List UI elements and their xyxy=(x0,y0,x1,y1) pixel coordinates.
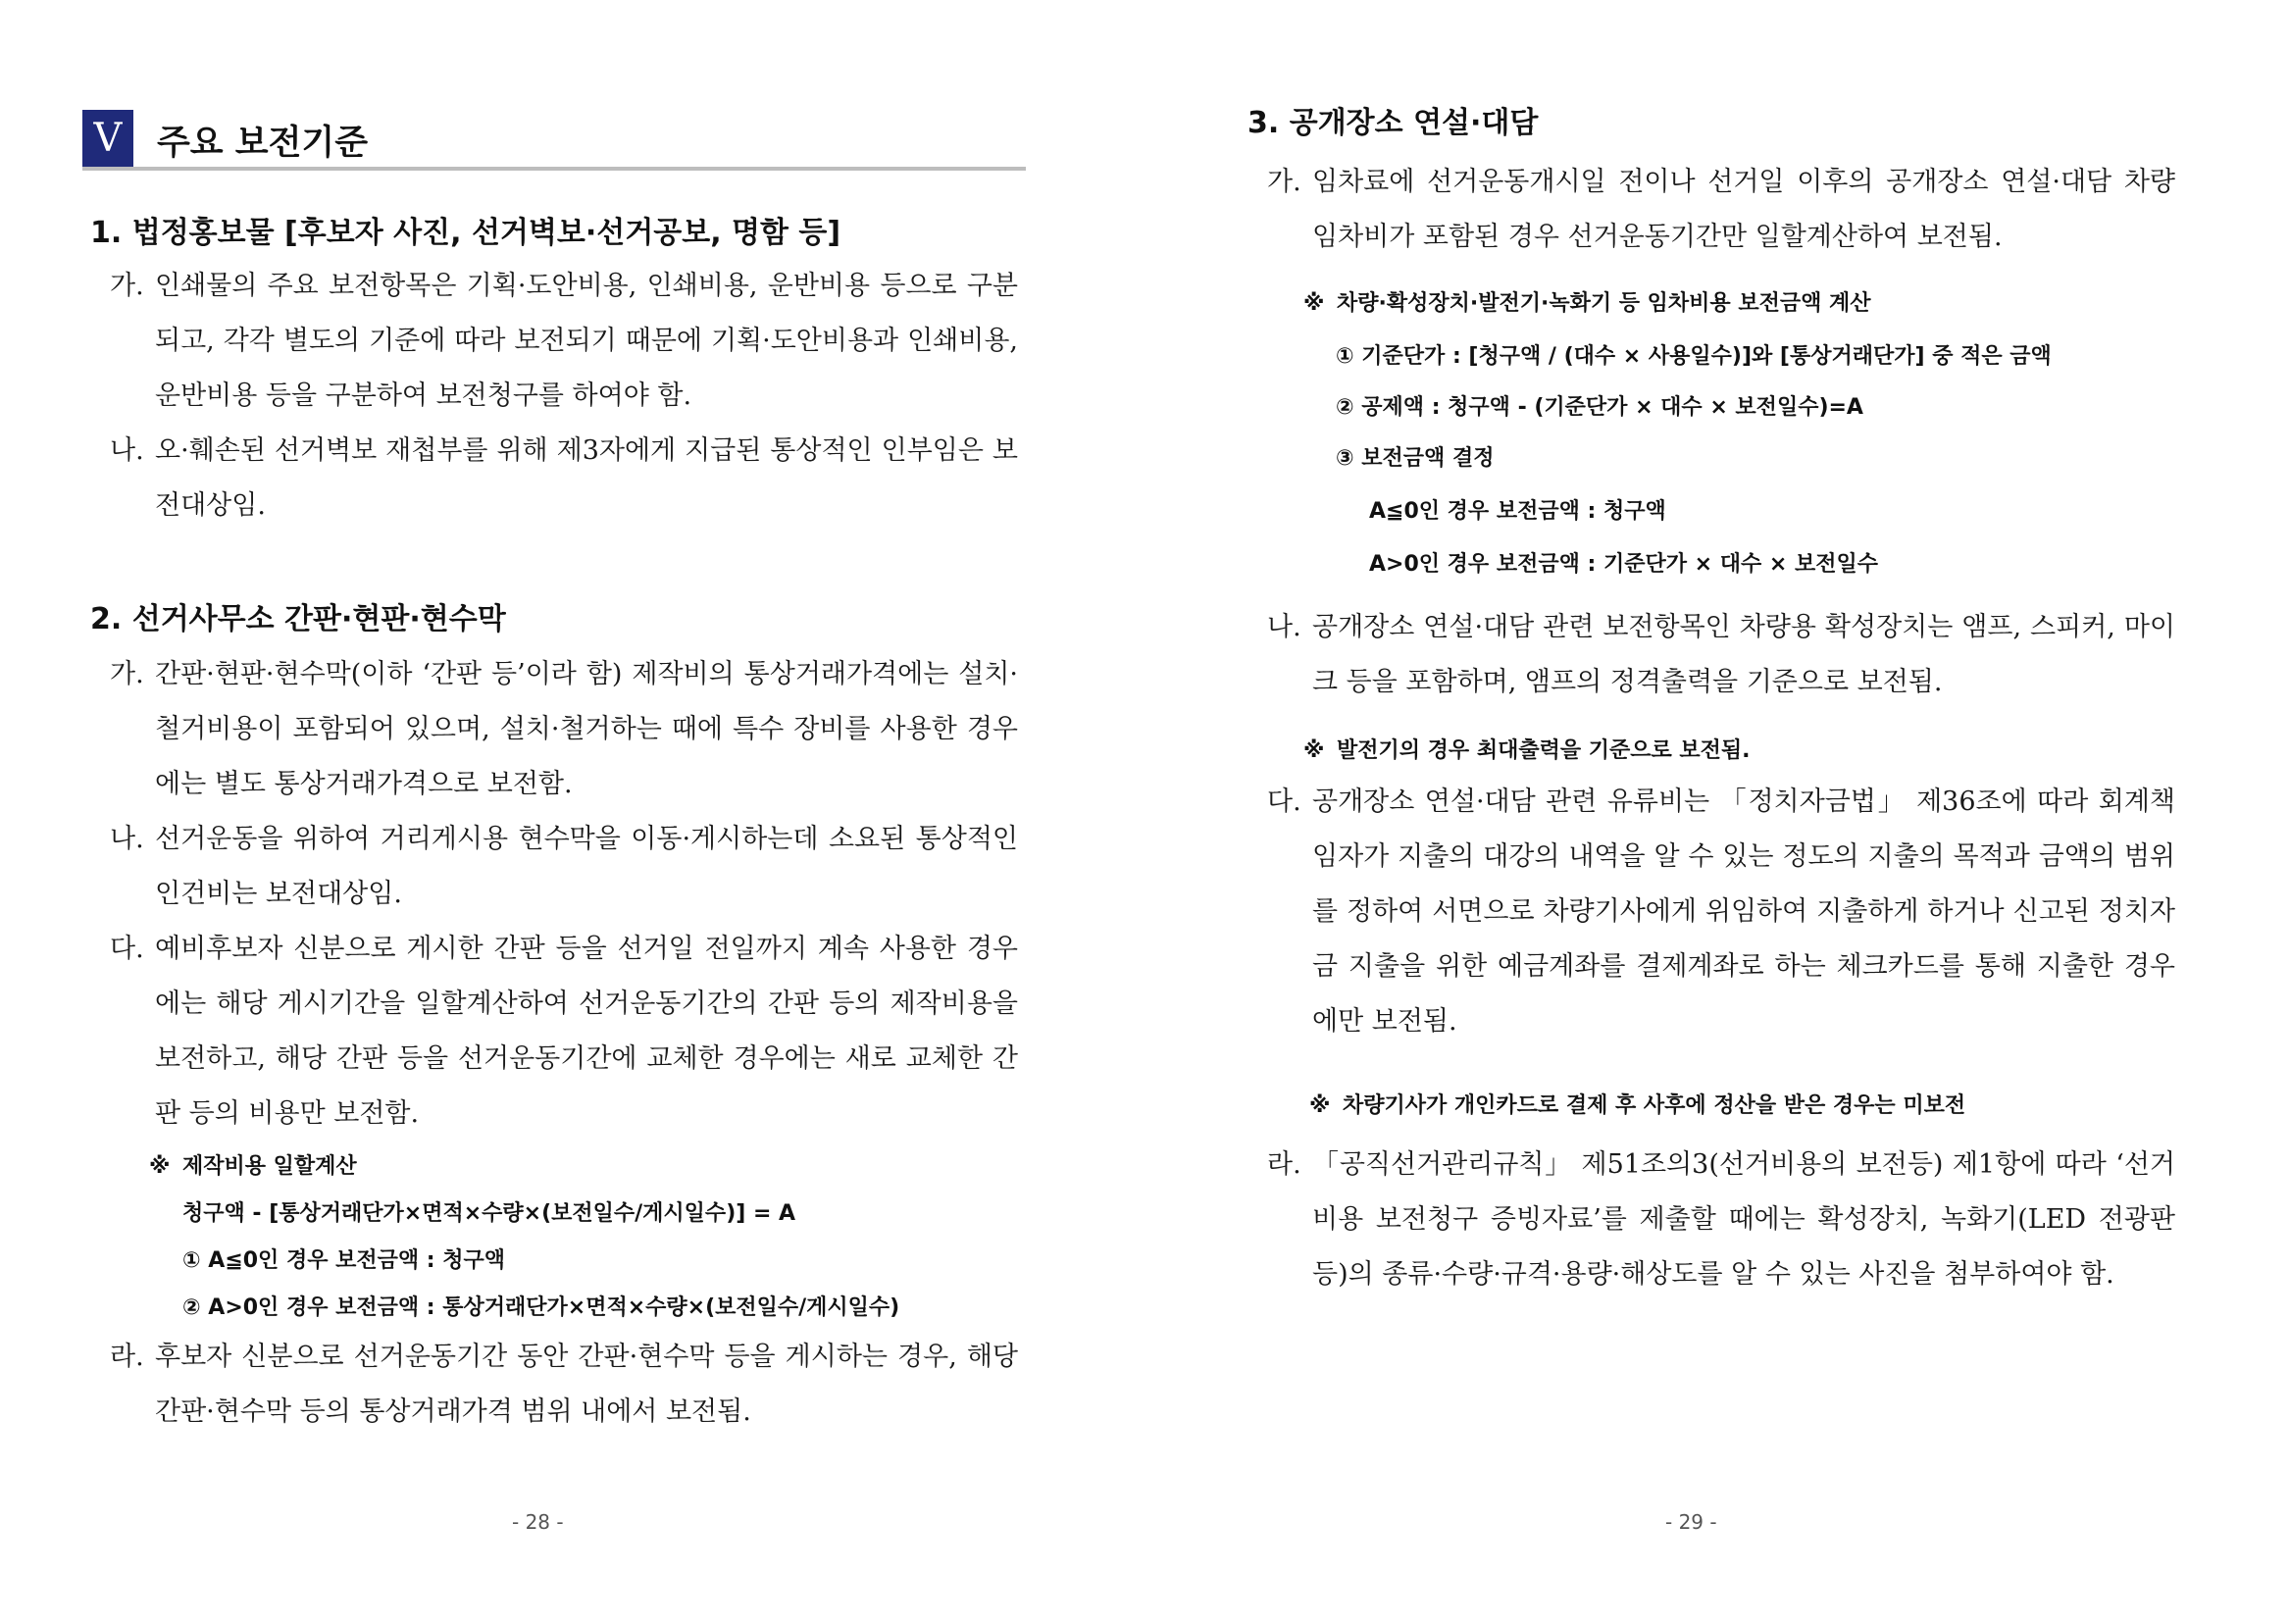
note-text: 발전기의 경우 최대출력을 기준으로 보전됨. xyxy=(1337,738,1751,763)
note-item-3: ③ 보전금액 결정 xyxy=(1336,446,1495,471)
note-calculation xyxy=(149,1149,357,1180)
note-title: 제작비용 일할계산 xyxy=(182,1154,357,1179)
note-item-1: ① A≦0인 경우 보전금액 : 청구액 xyxy=(182,1248,506,1273)
paragraph-2-da xyxy=(110,922,1018,1142)
heading-1: 1. 법정홍보물 [후보자 사진, 선거벽보·선거공보, 명함 등] xyxy=(90,216,841,250)
paragraph-3-ga xyxy=(1267,155,2175,265)
paragraph-text: 오·훼손된 선거벽보 재첩부를 위해 제3자에게 지급된 통상적인 인부임은 보전대상임. xyxy=(155,435,1018,521)
item-marker: 가. xyxy=(1267,167,1301,197)
note-item-2: ② A>0인 경우 보전금액 : 통상거래단가×면적×수량×(보전일수/게시일수) xyxy=(182,1295,900,1320)
paragraph-text: 임차료에 선거운동개시일 전이나 선거일 이후의 공개장소 연설·대담 차량 임차비가 포함된 경우 선거운동기간만 일할계산하여 보전됨. xyxy=(1312,167,2175,252)
section-header xyxy=(82,110,1026,171)
left-page xyxy=(0,0,1144,1624)
item-marker: 가. xyxy=(110,271,144,301)
paragraph-text: 인쇄물의 주요 보전항목은 기획·도안비용, 인쇄비용, 운반비용 등으로 구분되고, 각각 별도의 기준에 따라 보전되기 때문에 기획·도안비용과 인쇄비용, 운반비용 등을 구분하여 보전청구를 하여야 함. xyxy=(155,271,1018,411)
page-number: - 28 - xyxy=(512,1510,564,1534)
note-mark-icon: ※ xyxy=(1309,1093,1331,1118)
section-number-badge: V xyxy=(82,110,133,167)
note-text: 차량기사가 개인카드로 결제 후 사후에 정산을 받은 경우는 미보전 xyxy=(1343,1093,1966,1118)
paragraph-2-ra xyxy=(110,1330,1018,1440)
item-marker: 나. xyxy=(110,435,144,466)
note-generator xyxy=(1303,734,1751,764)
paragraph-text: 선거운동을 위하여 거리게시용 현수막을 이동·게시하는데 소요된 통상적인 인건비는 보전대상임. xyxy=(155,824,1018,909)
heading-2: 2. 선거사무소 간판·현판·현수막 xyxy=(90,602,506,636)
note-item-3b: A>0인 경우 보전금액 : 기준단가 × 대수 × 보전일수 xyxy=(1369,552,1878,577)
item-marker: 라. xyxy=(1267,1149,1301,1180)
note-item-2: ② 공제액 : 청구액 - (기준단가 × 대수 × 보전일수)=A xyxy=(1336,395,1863,420)
item-marker: 다. xyxy=(1267,787,1301,817)
note-mark-icon: ※ xyxy=(1303,738,1325,763)
paragraph-1-na xyxy=(110,424,1018,533)
paragraph-3-ra xyxy=(1267,1138,2175,1302)
item-marker: 나. xyxy=(110,824,144,854)
paragraph-2-na xyxy=(110,812,1018,922)
heading-3: 3. 공개장소 연설·대담 xyxy=(1247,106,1539,140)
page-number: - 29 - xyxy=(1665,1510,1717,1534)
item-marker: 가. xyxy=(110,659,144,689)
paragraph-text: 간판·현판·현수막(이하 ‘간판 등’이라 함) 제작비의 통상거래가격에는 설치·철거비용이 포함되어 있으며, 설치·철거하는 때에 특수 장비를 사용한 경우에는 별도 통상거래가격으로 보전함. xyxy=(155,659,1018,799)
section-title: 주요 보전기준 xyxy=(157,124,369,163)
paragraph-3-da xyxy=(1267,775,2175,1049)
note-item-3a: A≦0인 경우 보전금액 : 청구액 xyxy=(1369,499,1666,524)
note-mark-icon: ※ xyxy=(1303,291,1325,316)
item-marker: 나. xyxy=(1267,612,1301,642)
paragraph-1-ga xyxy=(110,259,1018,424)
item-marker: 라. xyxy=(110,1342,144,1372)
paragraph-2-ga xyxy=(110,647,1018,812)
item-marker: 다. xyxy=(110,934,144,964)
paragraph-text: 공개장소 연설·대담 관련 보전항목인 차량용 확성장치는 앰프, 스피커, 마이크 등을 포함하며, 앰프의 정격출력을 기준으로 보전됨. xyxy=(1312,612,2175,697)
paragraph-text: 예비후보자 신분으로 게시한 간판 등을 선거일 전일까지 계속 사용한 경우에는 해당 게시기간을 일할계산하여 선거운동기간의 간판 등의 제작비용을 보전하고, 해당 간판 등을 선거운동기간에 교체한 경우에는 새로 교체한 간판 등의 비용만 보전함. xyxy=(155,934,1018,1129)
paragraph-text: 「공직선거관리규칙」 제51조의3(선거비용의 보전등) 제1항에 따라 ‘선거비용 보전청구 증빙자료’를 제출할 때에는 확성장치, 녹화기(LED 전광판 등)의 종류·수량·규격·용량·해상도를 알 수 있는 사진을 첨부하여야 함. xyxy=(1312,1149,2175,1290)
section-rule xyxy=(82,167,1026,171)
paragraph-3-na xyxy=(1267,600,2175,710)
right-page xyxy=(1144,0,2289,1624)
note-item-1: ① 기준단가 : [청구액 / (대수 × 사용일수)]와 [통상거래단가] 중 적은 금액 xyxy=(1336,344,2052,369)
paragraph-text: 공개장소 연설·대담 관련 유류비는 「정치자금법」 제36조에 따라 회계책임자가 지출의 대강의 내역을 알 수 있는 정도의 지출의 목적과 금액의 범위를 정하여 서면으로 차량기사에게 위임하여 지출하게 하거나 신고된 정치자금 지출을 위한 예금계좌를 결제계좌로 하는 체크카드를 통해 지출한 경우에만 보전됨. xyxy=(1312,787,2175,1037)
paragraph-text: 후보자 신분으로 선거운동기간 동안 간판·현수막 등을 게시하는 경우, 해당 간판·현수막 등의 통상거래가격 범위 내에서 보전됨. xyxy=(155,1342,1018,1427)
note-rental-calculation xyxy=(1303,286,1871,317)
note-title: 차량·확성장치·발전기·녹화기 등 임차비용 보전금액 계산 xyxy=(1337,291,1871,316)
note-mark-icon: ※ xyxy=(149,1154,171,1179)
note-personal-card xyxy=(1309,1089,1965,1119)
note-formula: 청구액 - [통상거래단가×면적×수량×(보전일수/게시일수)] = A xyxy=(182,1201,796,1226)
